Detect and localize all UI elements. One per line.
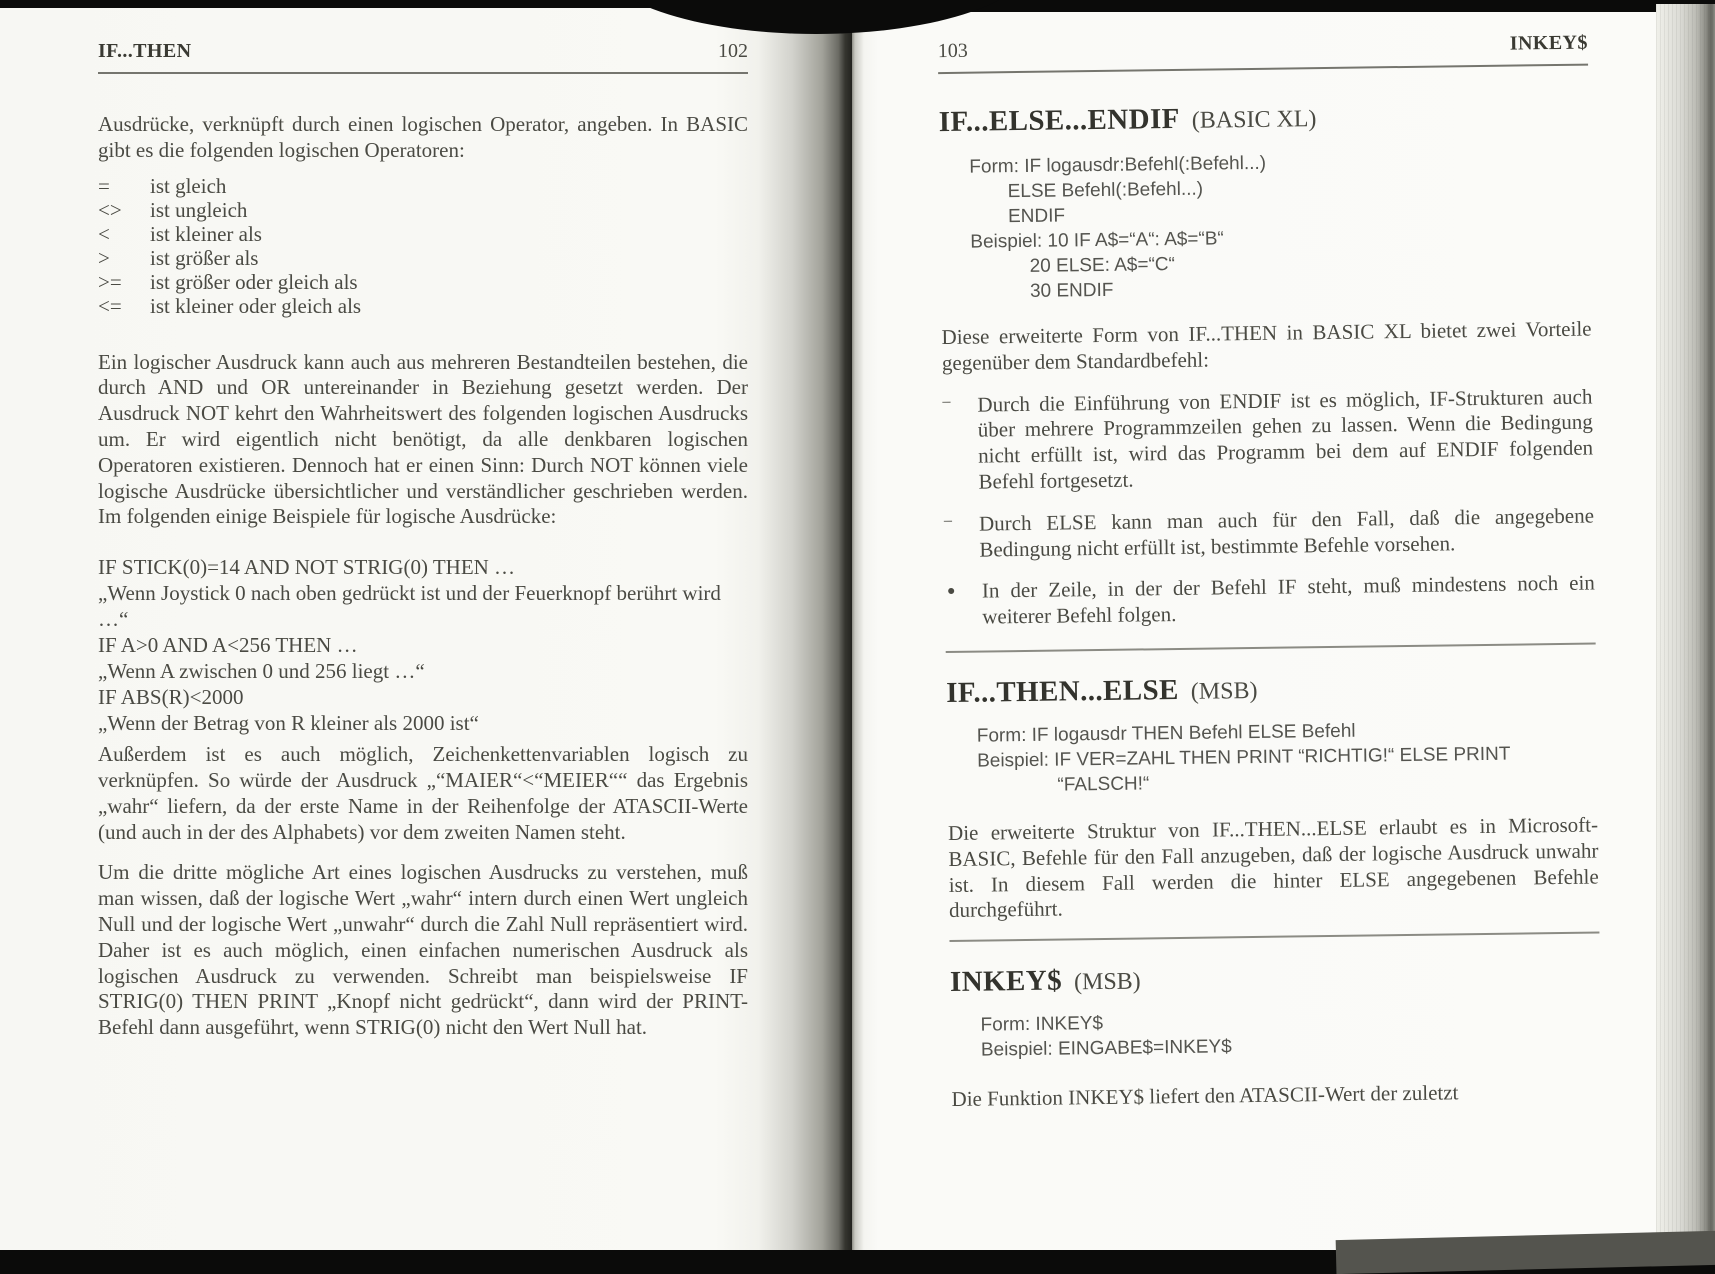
section-title: IF...THEN...ELSE	[946, 673, 1180, 709]
section-dialect: (MSB)	[1190, 677, 1258, 705]
code-example-line: „Wenn der Betrag von R kleiner als 2000 ist“	[98, 711, 479, 736]
form-block	[969, 147, 1591, 305]
section-if-then-else	[946, 668, 1599, 942]
section-divider	[946, 642, 1596, 653]
code-example-line: IF A>0 AND A<256 THEN …	[98, 633, 358, 658]
paragraph: Ausdrücke, verknüpft durch einen logischen Operator, angeben. In BASIC gibt es die folgenden logischen Operatoren:	[98, 112, 748, 162]
form-line: Beispiel: EINGABE$=INKEY$	[980, 1036, 1232, 1061]
section-heading	[950, 958, 1600, 1000]
bullet-text: Durch ELSE kann man auch für den Fall, daß die angegebene Bedingung nicht erfüllt ist, bestimmte Befehle vorsehen.	[978, 503, 1595, 562]
running-title: INKEY$	[1509, 31, 1588, 55]
bullet-marker: –	[943, 511, 953, 529]
page-edge-strip	[1656, 4, 1715, 1250]
bullet-marker: ●	[946, 584, 956, 600]
operator-row	[98, 246, 748, 270]
bullet-marker: –	[942, 392, 951, 410]
operator-symbol: <=	[98, 293, 122, 318]
paragraph: Außerdem ist es auch möglich, Zeichenkettenvariablen logisch zu verknüpfen. So würde der Ausdruck „“MAIER“<“MEIER““ das Ergebnis „wahr“ liefern, da der erste Name in der Reihenfolge der ATASCII-Werte (und auch in der des Alphabets) vor dem zweiten Namen steht.	[98, 742, 748, 844]
form-line: Beispiel: 10 IF A$=“A“: A$=“B“	[970, 228, 1224, 253]
form-line: “FALSCH!“	[1057, 773, 1150, 796]
operator-symbol: >=	[98, 269, 122, 294]
section-title: INKEY$	[949, 964, 1063, 999]
code-example-block	[98, 554, 748, 736]
form-line: 20 ELSE: A$=“C“	[1029, 253, 1176, 277]
section-title: IF...ELSE...ENDIF	[938, 102, 1180, 139]
section-divider	[949, 932, 1599, 943]
running-header	[98, 40, 748, 74]
paragraph: Diese erweiterte Form von IF...THEN in BASIC XL bietet zwei Vorteile gegenüber dem Standardbefehl:	[941, 316, 1592, 375]
operator-row	[98, 198, 748, 222]
operator-description: ist ungleich	[150, 197, 248, 222]
operator-symbol: <	[98, 221, 110, 246]
form-line: Form: IF logausdr:Befehl(:Befehl...)	[969, 152, 1267, 178]
section-dialect: (BASIC XL)	[1191, 106, 1317, 134]
page-number: 103	[937, 39, 968, 63]
left-page-content	[98, 40, 748, 1041]
code-example-line: „Wenn Joystick 0 nach oben gedrückt ist und der Feuerknopf berührt wird …“	[98, 581, 721, 632]
bullet-item	[944, 503, 1595, 563]
code-example-line: IF STICK(0)=14 AND NOT STRIG(0) THEN …	[98, 555, 516, 580]
form-line: Beispiel: IF VER=ZAHL THEN PRINT “RICHTIG!“ ELSE PRINT	[976, 743, 1511, 772]
bullet-text: Durch die Einführung von ENDIF ist es möglich, IF-Strukturen auch über mehrere Programmzeilen gehen zu lassen. Wenn die Bedingung nicht erfüllt ist, wird das Programm bei dem auf ENDIF folgenden Befehl fortgesetzt.	[977, 384, 1594, 494]
operator-description: ist kleiner oder gleich als	[150, 293, 362, 318]
operator-row	[98, 174, 748, 198]
form-line: ENDIF	[1007, 205, 1066, 228]
operator-description: ist gleich	[150, 173, 227, 198]
operator-description: ist kleiner als	[150, 221, 262, 246]
code-example-line: „Wenn A zwischen 0 und 256 liegt …“	[98, 659, 425, 684]
bullet-item	[945, 571, 1596, 631]
section-heading	[939, 98, 1589, 140]
running-title: IF...THEN	[98, 40, 192, 62]
code-example-line: IF ABS(R)<2000	[98, 685, 244, 710]
form-line: 30 ENDIF	[1029, 279, 1114, 302]
operator-row	[98, 294, 748, 318]
paragraph: Die Funktion INKEY$ liefert den ATASCII-Wert der zuletzt	[951, 1080, 1459, 1112]
form-line: Form: INKEY$	[980, 1013, 1104, 1036]
operator-symbol: <>	[98, 197, 122, 222]
operator-row	[98, 222, 748, 246]
operator-row	[98, 270, 748, 294]
operator-list	[98, 174, 748, 318]
form-block	[977, 715, 1598, 798]
section-heading	[946, 668, 1596, 710]
right-page-content	[938, 32, 1602, 1113]
running-header	[938, 32, 1588, 75]
form-line: Form: IF logausdr THEN Befehl ELSE Befehl	[976, 720, 1356, 747]
paragraph: Ein logischer Ausdruck kann auch aus mehreren Bestandteilen bestehen, die durch AND und OR untereinander in Beziehung gesetzt werden. Der Ausdruck NOT kehrt den Wahrheitswert des folgenden logischen Ausdrucks um. Er wird eigentlich nicht benötigt, da alle denkbaren logischen Operatoren existieren. Dennoch hat er einen Sinn: Durch NOT können viele logische Ausdrücke übersichtlicher und verständlicher geschrieben werden. Im folgenden einige Beispiele für logische Ausdrücke:	[98, 349, 748, 529]
operator-description: ist größer als	[150, 245, 259, 270]
paragraph: Die erweiterte Struktur von IF...THEN...ELSE erlaubt es in Microsoft-BASIC, Befehle für den Fall anzugeben, daß der logische Ausdruck unwahr ist. In diesem Fall werden die hinter ELSE angegebenen Befehle durchgeführt.	[947, 812, 1599, 923]
operator-symbol: =	[98, 173, 110, 198]
section-inkey	[950, 958, 1602, 1113]
form-line: ELSE Befehl(:Befehl...)	[1007, 178, 1204, 203]
page-number: 102	[718, 40, 748, 62]
bullet-text: In der Zeile, in der der Befehl IF steht, muß mindestens noch ein weiterer Befehl folgen.	[981, 570, 1596, 629]
operator-symbol: >	[98, 245, 110, 270]
section-if-else-endif	[939, 98, 1596, 653]
paragraph: Um die dritte mögliche Art eines logischen Ausdrucks zu verstehen, muß man wissen, daß der logische Wert „wahr“ intern durch einen Wert ungleich Null und der logische Wert „unwahr“ durch die Zahl Null repräsentiert wird. Daher ist es auch möglich, einen einfachen numerischen Ausdruck als logischen Ausdruck zu verwenden. Schreibt man beispielsweise IF STRIG(0) THEN PRINT „Knopf nicht gedrückt“, dann wird der PRINT-Befehl dann ausgeführt, wenn STRIG(0) nicht den Wert Null hat.	[98, 860, 748, 1040]
bullet-item	[942, 384, 1593, 496]
section-dialect: (MSB)	[1073, 968, 1141, 996]
form-block	[980, 1005, 1601, 1063]
operator-description: ist größer oder gleich als	[150, 269, 358, 294]
